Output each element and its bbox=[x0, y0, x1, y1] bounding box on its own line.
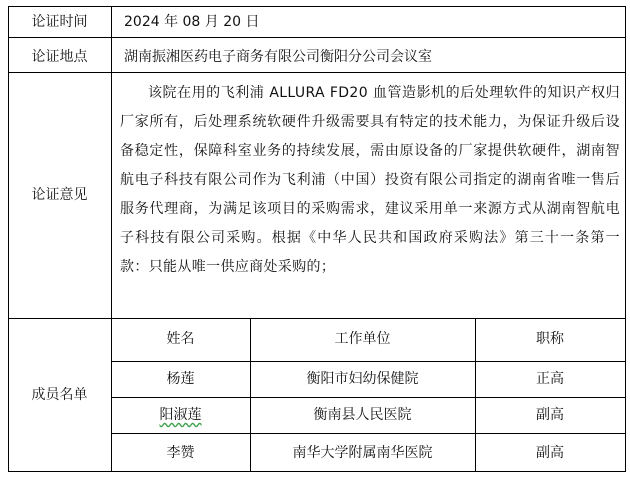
place-value: 湖南振湘医药电子商务有限公司衡阳分公司会议室 bbox=[124, 49, 432, 65]
rule-right bbox=[625, 6, 626, 472]
member-title: 副高 bbox=[536, 445, 564, 461]
header-name: 姓名 bbox=[166, 331, 195, 347]
time-label: 论证时间 bbox=[31, 14, 88, 30]
rule-member1-bottom bbox=[111, 397, 626, 398]
member-title: 副高 bbox=[536, 407, 564, 423]
document-table bbox=[8, 6, 626, 472]
place-label: 论证地点 bbox=[31, 49, 88, 65]
rule-header-bottom bbox=[111, 361, 626, 362]
member-unit: 衡阳市妇幼保健院 bbox=[306, 371, 419, 387]
member-name: 杨莲 bbox=[166, 371, 195, 387]
rule-time-bottom bbox=[8, 37, 626, 38]
rule-opinion-bottom bbox=[8, 318, 626, 319]
member-title: 正高 bbox=[536, 371, 564, 387]
header-unit: 工作单位 bbox=[334, 331, 391, 347]
opinion-label: 论证意见 bbox=[31, 187, 88, 203]
member-unit: 南华大学附属南华医院 bbox=[292, 445, 433, 461]
member-name: 李赞 bbox=[166, 445, 195, 461]
opinion-text: 该院在用的飞利浦 ALLURA FD20 血管造影机的后处理软件的知识产权归厂家所有，后处理系统软硬件升级需要具有特定的技术能力，为保证升级后设备稳定性，保障科室业务的持续发展，需由原设备的厂家提供软硬件，湖南智航电子科技有限公司作为飞利浦（中国）投资有限公司指定的湖南省唯一售后服务代理商，为满足该项目的采购需求，建议采用单一来源方式从湖南智航电子科技有限公司采购。根据《中华人民共和国政府采购法》第三十一条第一款：只能从唯一供应商处采购的； bbox=[120, 85, 620, 275]
rule-place-bottom bbox=[8, 72, 626, 73]
rule-bottom bbox=[8, 471, 626, 472]
time-value: 2024 年 08 月 20 日 bbox=[124, 14, 260, 30]
rule-member2-bottom bbox=[111, 433, 626, 434]
rule-label-divider bbox=[111, 6, 112, 472]
member-name-text: 阳淑莲 bbox=[159, 407, 202, 423]
header-title: 职称 bbox=[536, 331, 564, 347]
members-label: 成员名单 bbox=[31, 387, 88, 403]
rule-top bbox=[8, 6, 626, 7]
member-name bbox=[111, 406, 250, 424]
member-unit: 衡南县人民医院 bbox=[313, 407, 412, 423]
